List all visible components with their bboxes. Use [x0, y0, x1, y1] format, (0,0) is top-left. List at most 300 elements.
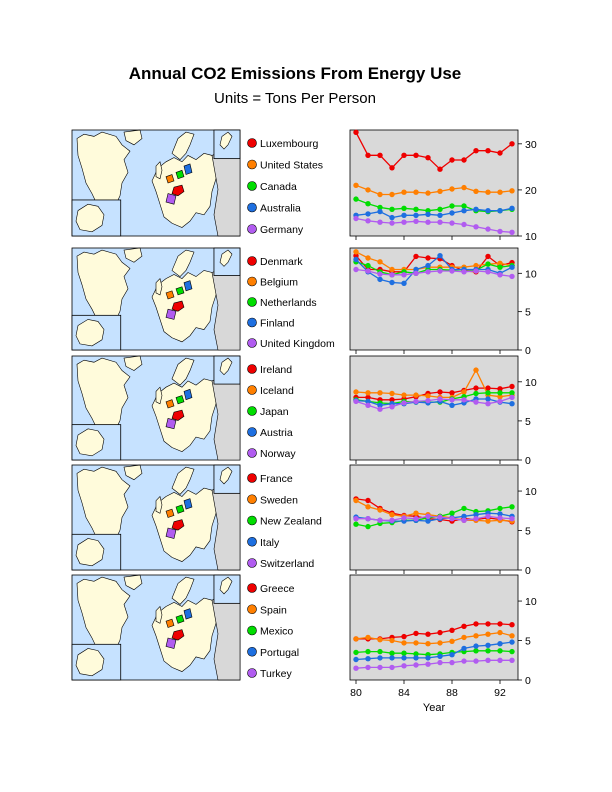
x-tick-label: 88 [446, 687, 458, 699]
legend-label: Canada [260, 181, 297, 193]
legend-label: France [260, 473, 293, 485]
map-highlight-4 [166, 309, 176, 319]
legend-label: Mexico [260, 625, 294, 638]
legend-label: Greece [260, 583, 295, 595]
data-point [377, 209, 382, 214]
data-point [497, 648, 502, 653]
data-point [353, 636, 358, 641]
legend-0 [248, 138, 324, 236]
legend-marker [248, 516, 257, 525]
legend-label: United Kingdom [260, 338, 335, 350]
data-point [425, 514, 430, 519]
legend-marker [248, 339, 257, 348]
data-point [413, 213, 418, 218]
map-inset-oceania [72, 315, 121, 350]
data-point [473, 648, 478, 653]
data-point [425, 155, 430, 160]
legend-marker [248, 584, 257, 593]
data-point [485, 621, 490, 626]
data-point [389, 651, 394, 656]
data-point [389, 391, 394, 396]
data-point [365, 665, 370, 670]
data-point [365, 187, 370, 192]
map-inset-oceania [72, 534, 121, 570]
map-inset-japan [214, 575, 240, 603]
data-point [377, 407, 382, 412]
legend-label: Luxembourg [260, 138, 319, 150]
data-point [353, 257, 358, 262]
data-point [365, 268, 370, 273]
data-point [485, 514, 490, 519]
map-inset-oceania [72, 425, 121, 460]
y-tick-label: 5 [525, 635, 531, 648]
data-point [353, 183, 358, 188]
data-point [485, 208, 490, 213]
data-point [353, 522, 358, 527]
data-point [365, 516, 370, 521]
data-point [485, 148, 490, 153]
data-point [461, 506, 466, 511]
data-point [377, 277, 382, 282]
data-point [509, 384, 514, 389]
data-point [389, 280, 394, 285]
data-point [389, 215, 394, 220]
legend-label: Netherlands [260, 297, 317, 309]
data-point [353, 399, 358, 404]
map-panel-4 [72, 575, 240, 680]
legend-label: Norway [260, 448, 296, 460]
legend-marker [248, 428, 257, 437]
data-point [377, 192, 382, 197]
data-point [461, 203, 466, 208]
data-point [413, 392, 418, 397]
data-point [485, 658, 490, 663]
data-point [353, 130, 358, 135]
data-point [485, 648, 490, 653]
data-point [437, 630, 442, 635]
data-point [449, 203, 454, 208]
map-panel-3 [72, 465, 240, 570]
data-point [401, 206, 406, 211]
data-point [401, 281, 406, 286]
data-point [449, 397, 454, 402]
plot-panel-1 [350, 248, 537, 357]
legend-marker [248, 669, 257, 678]
data-point [437, 167, 442, 172]
data-point [449, 628, 454, 633]
legend-1 [248, 256, 335, 350]
legend-3 [248, 473, 323, 570]
data-point [377, 271, 382, 276]
data-point [473, 516, 478, 521]
data-point [449, 403, 454, 408]
map-panel-0 [72, 130, 240, 236]
data-point [401, 272, 406, 277]
data-point [377, 649, 382, 654]
data-point [353, 666, 358, 671]
data-point [353, 498, 358, 503]
data-point [497, 390, 502, 395]
data-point [389, 665, 394, 670]
x-tick-label: 80 [350, 687, 362, 699]
legend-marker [248, 605, 257, 614]
data-point [413, 153, 418, 158]
data-point [509, 658, 514, 663]
data-point [449, 390, 454, 395]
data-point [509, 141, 514, 146]
data-point [353, 249, 358, 254]
map-highlight-4 [166, 528, 176, 539]
map-inset-japan [214, 465, 240, 493]
y-tick-label: 10 [525, 376, 537, 389]
data-point [473, 399, 478, 404]
chart-title: Annual CO2 Emissions From Energy Use [128, 64, 462, 83]
data-point [413, 190, 418, 195]
data-point [437, 268, 442, 273]
legend-marker [248, 257, 257, 266]
data-point [425, 212, 430, 217]
data-point [497, 272, 502, 277]
data-point [509, 265, 514, 270]
legend-label: Iceland [260, 385, 294, 397]
data-point [389, 518, 394, 523]
data-point [425, 632, 430, 637]
data-point [365, 635, 370, 640]
data-point [473, 391, 478, 396]
data-point [425, 518, 430, 523]
data-point [509, 206, 514, 211]
data-point [497, 630, 502, 635]
data-point [473, 367, 478, 372]
data-point [485, 518, 490, 523]
data-point [437, 213, 442, 218]
data-point [473, 224, 478, 229]
data-point [389, 207, 394, 212]
data-point [497, 506, 502, 511]
data-point [413, 254, 418, 259]
data-point [509, 649, 514, 654]
y-tick-label: 10 [525, 268, 537, 281]
data-point [365, 498, 370, 503]
legend-label: Finland [260, 317, 295, 330]
legend-marker [248, 365, 257, 374]
data-point [497, 641, 502, 646]
data-point [449, 652, 454, 657]
y-tick-label: 0 [525, 345, 531, 357]
legend-label: Japan [260, 406, 289, 418]
data-point [353, 267, 358, 272]
x-tick-label: 84 [398, 687, 410, 699]
data-point [449, 268, 454, 273]
legend-marker [248, 386, 257, 395]
legend-label: United States [260, 159, 324, 172]
data-point [497, 621, 502, 626]
data-point [413, 399, 418, 404]
data-point [413, 511, 418, 516]
legend-label: Belgium [260, 276, 298, 289]
plot-background [350, 575, 518, 680]
data-point [377, 220, 382, 225]
chart-subtitle: Units = Tons Per Person [214, 90, 376, 107]
data-point [389, 404, 394, 409]
data-point [509, 188, 514, 193]
data-point [353, 196, 358, 201]
x-tick-label: 92 [494, 687, 506, 699]
legend-label: Austria [260, 427, 293, 439]
data-point [437, 220, 442, 225]
data-point [497, 150, 502, 155]
legend-label: Italy [260, 536, 280, 549]
data-point [401, 663, 406, 668]
legend-label: Switzerland [260, 558, 315, 570]
data-point [485, 396, 490, 401]
data-point [413, 662, 418, 667]
data-point [353, 516, 358, 521]
data-point [509, 401, 514, 406]
data-point [509, 639, 514, 644]
data-point [437, 660, 442, 665]
map-highlight-4 [166, 418, 176, 428]
data-point [353, 216, 358, 221]
legend-marker [248, 160, 257, 169]
data-point [365, 153, 370, 158]
data-point [377, 655, 382, 660]
legend-marker [248, 537, 257, 546]
data-point [509, 395, 514, 400]
data-point [461, 208, 466, 213]
legend-marker [248, 449, 257, 458]
plot-panel-3 [350, 465, 537, 577]
data-point [401, 153, 406, 158]
data-point [377, 390, 382, 395]
plot-panel-4 [350, 575, 537, 714]
data-point [365, 524, 370, 529]
y-tick-label: 5 [525, 525, 531, 538]
y-tick-label: 20 [525, 184, 537, 197]
data-point [461, 185, 466, 190]
legend-marker [248, 203, 257, 212]
legend-marker [248, 277, 257, 286]
data-point [497, 265, 502, 270]
data-point [377, 259, 382, 264]
data-point [509, 230, 514, 235]
data-point [461, 397, 466, 402]
legend-marker [248, 407, 257, 416]
data-point [365, 656, 370, 661]
legend-marker [248, 647, 257, 656]
data-point [377, 153, 382, 158]
legend-4 [248, 583, 300, 680]
data-point [353, 657, 358, 662]
data-point [389, 638, 394, 643]
legend-label: Turkey [260, 668, 292, 680]
map-panel-1 [72, 248, 240, 350]
data-point [485, 401, 490, 406]
legend-marker [248, 225, 257, 234]
data-point [509, 390, 514, 395]
data-point [473, 189, 478, 194]
plot-panel-2 [350, 356, 537, 467]
data-point [461, 658, 466, 663]
y-tick-label: 30 [525, 138, 537, 151]
data-point [365, 211, 370, 216]
data-point [365, 504, 370, 509]
data-point [365, 201, 370, 206]
data-point [377, 507, 382, 512]
legend-marker [248, 318, 257, 327]
legend-label: Spain [260, 604, 287, 617]
data-point [425, 255, 430, 260]
legend-label: Portugal [260, 646, 300, 659]
plot-background [350, 130, 518, 236]
data-point [461, 222, 466, 227]
map-inset-japan [214, 248, 240, 276]
data-point [461, 635, 466, 640]
data-point [401, 515, 406, 520]
data-point [509, 622, 514, 627]
data-point [449, 516, 454, 521]
data-point [437, 640, 442, 645]
data-point [365, 403, 370, 408]
data-point [389, 267, 394, 272]
data-point [413, 271, 418, 276]
legend-marker [248, 474, 257, 483]
data-point [425, 641, 430, 646]
data-point [497, 208, 502, 213]
legend-marker [248, 182, 257, 191]
data-point [461, 624, 466, 629]
legend-marker [248, 626, 257, 635]
data-point [509, 504, 514, 509]
legend-label: Australia [260, 202, 301, 215]
data-point [437, 396, 442, 401]
data-point [461, 518, 466, 523]
data-point [437, 189, 442, 194]
data-point [413, 207, 418, 212]
map-inset-oceania [72, 200, 121, 236]
data-point [437, 207, 442, 212]
data-point [485, 632, 490, 637]
data-point [425, 398, 430, 403]
data-point [473, 268, 478, 273]
data-point [449, 186, 454, 191]
data-point [425, 655, 430, 660]
data-point [401, 655, 406, 660]
y-tick-label: 5 [525, 415, 531, 428]
y-tick-label: 0 [525, 675, 531, 687]
data-point [509, 274, 514, 279]
data-point [413, 516, 418, 521]
data-point [461, 157, 466, 162]
data-point [425, 269, 430, 274]
data-point [437, 514, 442, 519]
data-point [473, 643, 478, 648]
data-point [449, 220, 454, 225]
data-point [437, 654, 442, 659]
data-point [473, 658, 478, 663]
plot-panel-0 [350, 130, 537, 243]
legend-label: Denmark [260, 256, 303, 268]
data-point [425, 662, 430, 667]
legend-marker [248, 559, 257, 568]
data-point [461, 646, 466, 651]
data-point [365, 390, 370, 395]
y-tick-label: 0 [525, 455, 531, 467]
data-point [425, 393, 430, 398]
data-point [485, 643, 490, 648]
data-point [449, 157, 454, 162]
data-point [497, 399, 502, 404]
data-point [497, 229, 502, 234]
data-point [437, 389, 442, 394]
y-tick-label: 10 [525, 596, 537, 609]
data-point [473, 621, 478, 626]
map-highlight-4 [166, 638, 176, 649]
data-point [461, 389, 466, 394]
data-point [365, 263, 370, 268]
data-point [401, 220, 406, 225]
data-point [509, 633, 514, 638]
data-point [353, 389, 358, 394]
data-point [485, 226, 490, 231]
data-point [389, 272, 394, 277]
data-point [365, 649, 370, 654]
data-point [413, 655, 418, 660]
data-point [401, 651, 406, 656]
legend-marker [248, 495, 257, 504]
data-point [389, 512, 394, 517]
data-point [377, 518, 382, 523]
y-tick-label: 5 [525, 306, 531, 319]
x-axis-label: Year [422, 702, 446, 714]
data-point [497, 190, 502, 195]
data-point [497, 515, 502, 520]
data-point [413, 631, 418, 636]
data-point [437, 253, 442, 258]
data-point [485, 390, 490, 395]
data-point [473, 633, 478, 638]
data-point [485, 190, 490, 195]
data-point [425, 190, 430, 195]
data-point [389, 655, 394, 660]
panels [72, 130, 537, 714]
data-point [401, 640, 406, 645]
data-point [425, 220, 430, 225]
legend-label: Ireland [260, 364, 293, 376]
data-point [389, 192, 394, 197]
legend-label: New Zealand [260, 515, 322, 528]
data-point [473, 385, 478, 390]
data-point [413, 219, 418, 224]
data-point [449, 210, 454, 215]
map-inset-japan [214, 130, 240, 159]
map-inset-oceania [72, 644, 121, 680]
data-point [449, 511, 454, 516]
data-point [461, 269, 466, 274]
data-point [449, 660, 454, 665]
data-point [353, 650, 358, 655]
map-panel-2 [72, 356, 240, 460]
data-point [497, 658, 502, 663]
map-inset-japan [214, 356, 240, 384]
data-point [413, 640, 418, 645]
y-tick-label: 10 [525, 231, 537, 243]
data-point [401, 190, 406, 195]
data-point [377, 637, 382, 642]
legend-marker [248, 298, 257, 307]
data-point [401, 400, 406, 405]
legend-marker [248, 139, 257, 148]
